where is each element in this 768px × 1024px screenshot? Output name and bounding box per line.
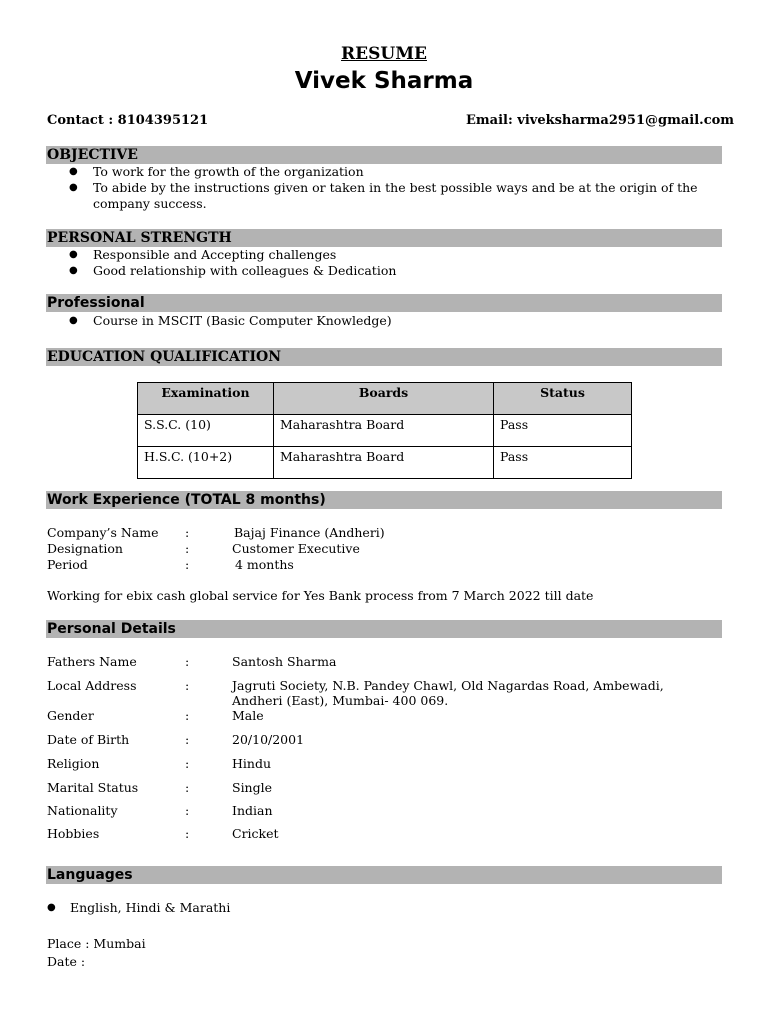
field-label: Gender: [47, 708, 94, 723]
field-colon: :: [185, 708, 190, 723]
section-heading-strength: PERSONAL STRENGTH: [46, 229, 722, 247]
column-header: Boards: [274, 383, 494, 415]
field-label: Date of Birth: [47, 732, 130, 747]
field-value: Cricket: [232, 826, 279, 841]
field-colon: :: [185, 826, 190, 841]
field-colon: :: [185, 525, 190, 540]
bullet-icon: ●: [69, 166, 78, 177]
field-colon: :: [185, 557, 190, 572]
table-cell: Maharashtra Board: [274, 447, 494, 479]
objective-item: To work for the growth of the organization: [93, 164, 364, 179]
table-header-row: [138, 383, 632, 415]
field-value: Indian: [232, 803, 273, 818]
field-value: Customer Executive: [232, 541, 360, 556]
field-label: Company’s Name: [47, 525, 159, 540]
field-colon: :: [185, 541, 190, 556]
field-colon: :: [185, 678, 190, 693]
column-header: Examination: [138, 383, 274, 415]
section-heading-education: EDUCATION QUALIFICATION: [46, 348, 722, 366]
field-label: Nationality: [47, 803, 118, 818]
table-row: [138, 447, 632, 479]
contact-email: Email: viveksharma2951@gmail.com: [466, 113, 735, 128]
date: Date :: [47, 954, 86, 969]
field-value: Single: [232, 780, 273, 795]
section-heading-personal: Personal Details: [46, 620, 722, 638]
column-header: Status: [494, 383, 632, 415]
objective-item-continued: company success.: [93, 196, 207, 211]
table-cell: Pass: [494, 447, 632, 479]
objective-item: To abide by the instructions given or taken in the best possible ways and be at the origin of the: [93, 180, 698, 195]
education-table: [137, 382, 632, 479]
field-colon: :: [185, 732, 190, 747]
field-label: Marital Status: [47, 780, 139, 795]
field-value: Hindu: [232, 756, 272, 771]
language-item: English, Hindi & Marathi: [70, 900, 231, 915]
field-value: Santosh Sharma: [232, 654, 337, 669]
field-colon: :: [185, 654, 190, 669]
bullet-icon: ●: [69, 182, 78, 193]
field-value: Bajaj Finance (Andheri): [234, 525, 385, 540]
field-colon: :: [185, 803, 190, 818]
section-heading-work: Work Experience (TOTAL 8 months): [46, 491, 722, 509]
field-colon: :: [185, 756, 190, 771]
table-cell: S.S.C. (10): [138, 415, 274, 447]
strength-item: Responsible and Accepting challenges: [93, 247, 337, 262]
section-heading-professional: Professional: [46, 294, 722, 312]
field-colon: :: [185, 780, 190, 795]
contact-phone: Contact : 8104395121: [47, 113, 209, 128]
field-label: Hobbies: [47, 826, 100, 841]
field-value: 4 months: [235, 557, 294, 572]
bullet-icon: ●: [69, 249, 78, 260]
field-value: Jagruti Society, N.B. Pandey Chawl, Old Nagardas Road, Ambewadi,: [232, 678, 664, 693]
section-heading-objective: OBJECTIVE: [46, 146, 722, 164]
field-label: Fathers Name: [47, 654, 137, 669]
place: Place : Mumbai: [47, 936, 146, 951]
field-value-continued: Andheri (East), Mumbai- 400 069.: [232, 693, 449, 708]
field-value: 20/10/2001: [232, 732, 305, 747]
table-cell: Pass: [494, 415, 632, 447]
section-heading-languages: Languages: [46, 866, 722, 884]
work-note: Working for ebix cash global service for Yes Bank process from 7 March 2022 till date: [47, 588, 594, 603]
strength-item: Good relationship with colleagues & Dedication: [93, 263, 397, 278]
field-label: Designation: [47, 541, 123, 556]
bullet-icon: ●: [69, 265, 78, 276]
table-row: [138, 415, 632, 447]
bullet-icon: ●: [47, 902, 56, 913]
professional-item: Course in MSCIT (Basic Computer Knowledge): [93, 313, 392, 328]
table-cell: Maharashtra Board: [274, 415, 494, 447]
field-value: Male: [232, 708, 264, 723]
table-cell: H.S.C. (10+2): [138, 447, 274, 479]
bullet-icon: ●: [69, 315, 78, 326]
candidate-name: Vivek Sharma: [294, 68, 474, 94]
field-label: Local Address: [47, 678, 137, 693]
document-title: RESUME: [341, 44, 427, 64]
field-label: Religion: [47, 756, 100, 771]
field-label: Period: [47, 557, 88, 572]
